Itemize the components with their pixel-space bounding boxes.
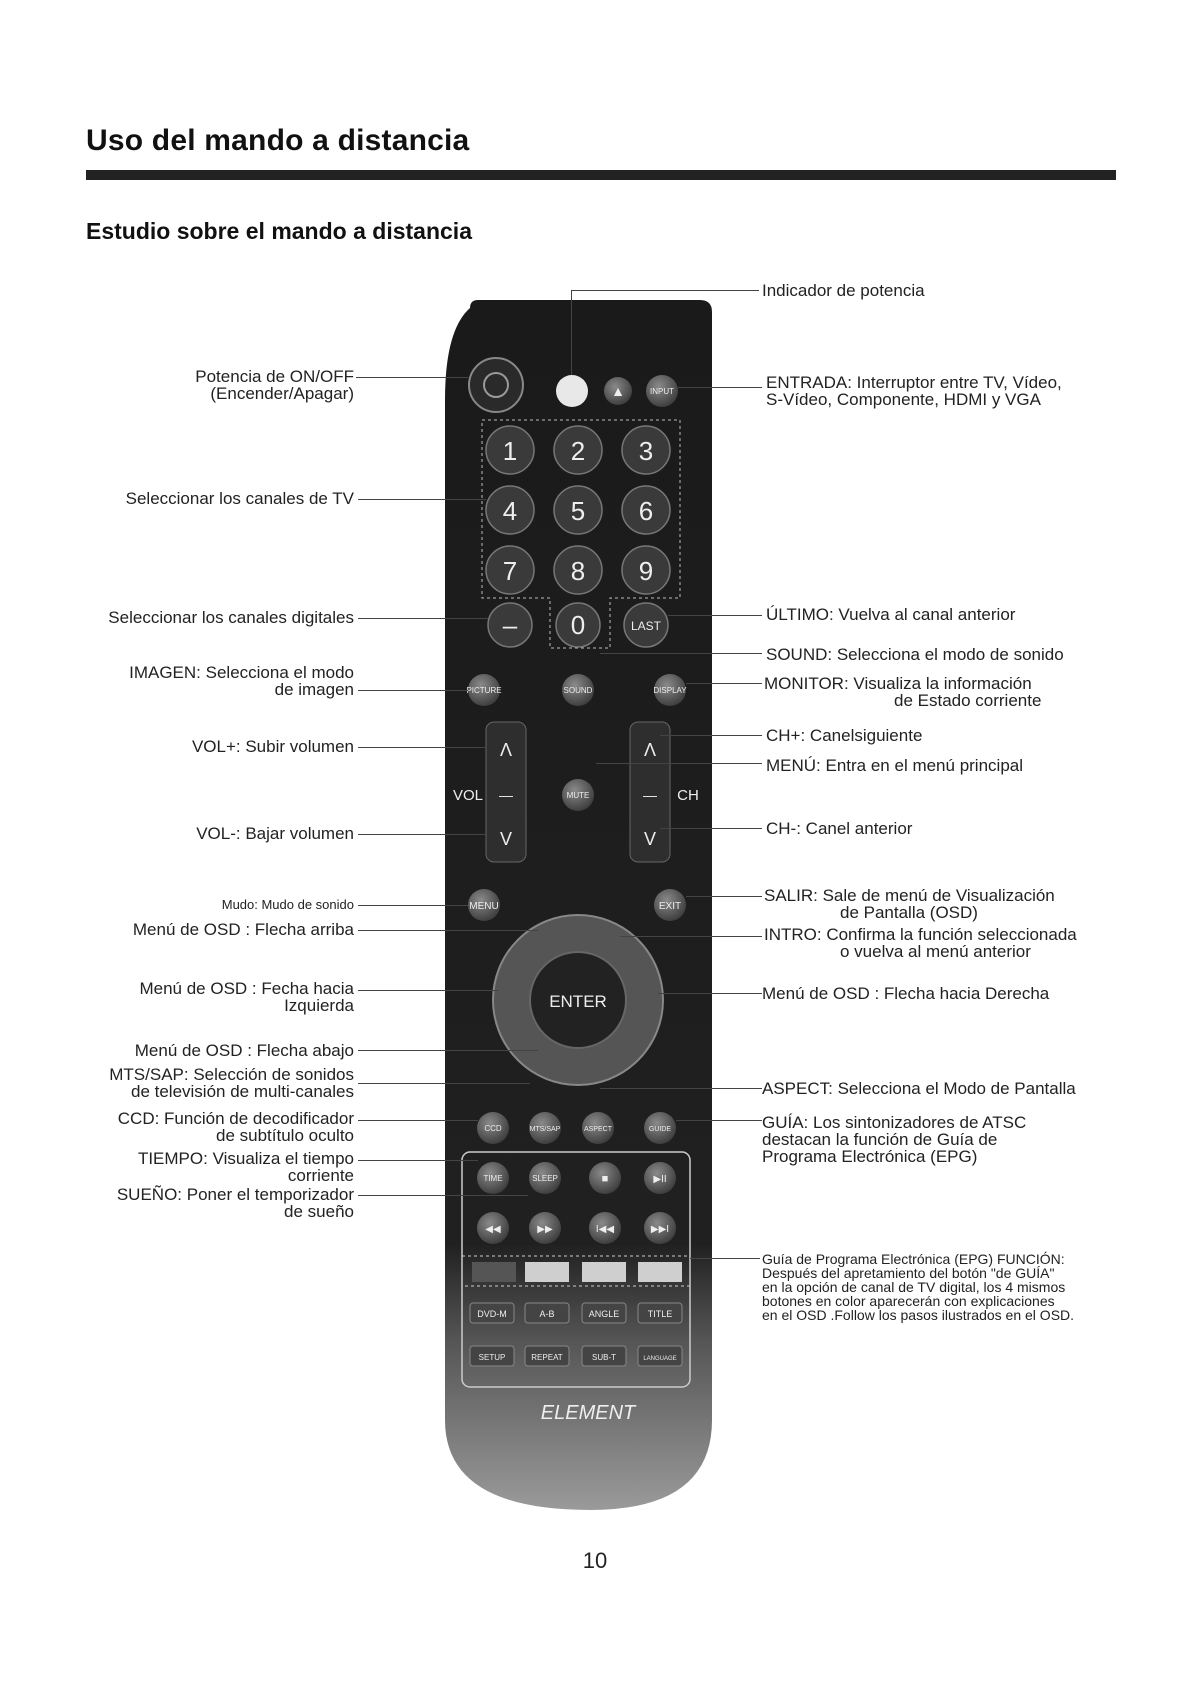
label-tv-channels: Seleccionar los canales de TV bbox=[125, 489, 354, 508]
label-vol-down: VOL-: Bajar volumen bbox=[196, 824, 354, 843]
svg-text:A-B: A-B bbox=[539, 1309, 555, 1319]
svg-text:REPEAT: REPEAT bbox=[531, 1353, 563, 1362]
svg-text:—: — bbox=[643, 787, 657, 803]
label-ccd: CCD: Función de decodificador de subtítulo oculto bbox=[117, 1109, 354, 1145]
label-digital-channels: Seleccionar los canales digitales bbox=[108, 608, 354, 627]
next-icon: ▶▶I bbox=[650, 1224, 670, 1235]
svg-text:—: — bbox=[499, 787, 513, 803]
vol-up-icon: Λ bbox=[499, 740, 513, 760]
svg-text:PICTURE: PICTURE bbox=[466, 686, 502, 695]
section-subtitle: Estudio sobre el mando a distancia bbox=[86, 218, 472, 244]
ch-down-icon: V bbox=[643, 829, 657, 849]
svg-text:3: 3 bbox=[638, 436, 654, 466]
vol-down-icon: V bbox=[499, 829, 513, 849]
power-indicator-shape bbox=[556, 375, 588, 407]
page-title: Uso del mando a distancia bbox=[86, 124, 470, 157]
play-pause-icon: ▶II bbox=[653, 1174, 667, 1185]
svg-text:MENU: MENU bbox=[469, 901, 499, 912]
svg-text:–: – bbox=[502, 610, 518, 640]
label-exit: SALIR: Sale de menú de Visualización de Pantalla (OSD) bbox=[764, 886, 1055, 922]
label-sleep: SUEÑO: Poner el temporizador de sueño bbox=[116, 1185, 354, 1221]
label-power-indicator: Indicador de potencia bbox=[762, 281, 925, 300]
svg-text:1: 1 bbox=[502, 436, 518, 466]
svg-text:ASPECT: ASPECT bbox=[583, 1126, 613, 1133]
svg-text:9: 9 bbox=[638, 556, 654, 586]
svg-text:SOUND: SOUND bbox=[563, 686, 593, 695]
page-number: 10 bbox=[582, 1548, 608, 1573]
svg-text:0: 0 bbox=[570, 610, 586, 640]
svg-text:GUIDE: GUIDE bbox=[648, 1126, 672, 1133]
svg-text:5: 5 bbox=[570, 496, 586, 526]
svg-text:MTS/SAP: MTS/SAP bbox=[529, 1126, 561, 1133]
ch-up-icon: Λ bbox=[643, 740, 657, 760]
eject-icon: ▲ bbox=[611, 383, 625, 399]
fast-forward-icon: ▶▶ bbox=[537, 1224, 553, 1235]
svg-text:CCD: CCD bbox=[484, 1124, 502, 1133]
rewind-icon: ◀◀ bbox=[485, 1224, 501, 1235]
svg-text:SETUP: SETUP bbox=[478, 1353, 506, 1362]
label-monitor: MONITOR: Visualiza la información de Estado corriente bbox=[764, 674, 1042, 710]
svg-text:TIME: TIME bbox=[483, 1174, 503, 1183]
svg-text:CH: CH bbox=[677, 787, 699, 804]
label-guide: GUÍA: Los sintonizadores de ATSC destacan la función de Guía de Programa Electrónica (EPG) bbox=[762, 1113, 1027, 1166]
label-osd-up: Menú de OSD : Flecha arriba bbox=[132, 920, 354, 939]
stop-icon: ■ bbox=[601, 1173, 609, 1185]
label-picture: IMAGEN: Selecciona el modo de imagen bbox=[129, 663, 354, 699]
label-power: Potencia de ON/OFF (Encender/Apagar) bbox=[195, 367, 354, 403]
power-button-shape bbox=[469, 358, 523, 412]
label-osd-right: Menú de OSD : Flecha hacia Derecha bbox=[762, 984, 1050, 1003]
label-osd-down: Menú de OSD : Flecha abajo bbox=[134, 1041, 354, 1060]
svg-text:TITLE: TITLE bbox=[647, 1309, 673, 1319]
label-enter: INTRO: Confirma la función seleccionada o vuelva al menú anterior bbox=[764, 925, 1077, 961]
label-mts-sap: MTS/SAP: Selección de sonidos de televisión de multi-canales bbox=[109, 1065, 354, 1101]
label-input: ENTRADA: Interruptor entre TV, Vídeo, S-Vídeo, Componente, HDMI y VGA bbox=[766, 373, 1062, 409]
svg-text:LANGUAGE: LANGUAGE bbox=[643, 1356, 677, 1362]
label-last: ÚLTIMO: Vuelva al canal anterior bbox=[766, 605, 1016, 624]
svg-text:LAST: LAST bbox=[630, 619, 662, 633]
label-sound: SOUND: Selecciona el modo de sonido bbox=[766, 645, 1064, 664]
label-mute: Mudo: Mudo de sonido bbox=[221, 897, 354, 912]
svg-text:VOL: VOL bbox=[452, 787, 484, 804]
svg-text:SUB-T: SUB-T bbox=[592, 1353, 616, 1362]
label-epg: Guía de Programa Electrónica (EPG) FUNCIÓN: Después del apretamiento del botón "de GUÍA" en la opción de canal de TV digital, los 4 mismos botones en color aparecerán con explicaciones en el OSD .Follow los pasos ilustrados en el OSD. bbox=[762, 1251, 1075, 1323]
svg-text:DISPLAY: DISPLAY bbox=[653, 686, 687, 695]
svg-text:4: 4 bbox=[502, 496, 518, 526]
brand-logo: ELEMENT bbox=[540, 1402, 636, 1424]
label-osd-left: Menú de OSD : Fecha hacia Izquierda bbox=[139, 979, 354, 1015]
label-ch-down: CH-: Canel anterior bbox=[766, 819, 913, 838]
label-vol-up: VOL+: Subir volumen bbox=[191, 737, 354, 756]
label-ch-up: CH+: Canelsiguiente bbox=[766, 726, 923, 745]
svg-text:DVD-M: DVD-M bbox=[477, 1309, 507, 1319]
svg-text:8: 8 bbox=[570, 556, 586, 586]
svg-text:EXIT: EXIT bbox=[658, 901, 682, 912]
svg-text:SLEEP: SLEEP bbox=[532, 1174, 558, 1183]
label-aspect: ASPECT: Selecciona el Modo de Pantalla bbox=[762, 1079, 1076, 1098]
previous-icon: I◀◀ bbox=[595, 1224, 615, 1235]
svg-text:2: 2 bbox=[570, 436, 586, 466]
svg-text:6: 6 bbox=[638, 496, 654, 526]
label-time: TIEMPO: Visualiza el tiempo corriente bbox=[137, 1149, 354, 1185]
svg-text:ANGLE: ANGLE bbox=[588, 1309, 620, 1319]
input-button-label: INPUT bbox=[650, 387, 674, 396]
svg-text:7: 7 bbox=[502, 556, 518, 586]
svg-text:ENTER: ENTER bbox=[549, 992, 607, 1011]
label-menu: MENÚ: Entra en el menú principal bbox=[766, 756, 1024, 775]
svg-text:MUTE: MUTE bbox=[566, 791, 590, 800]
